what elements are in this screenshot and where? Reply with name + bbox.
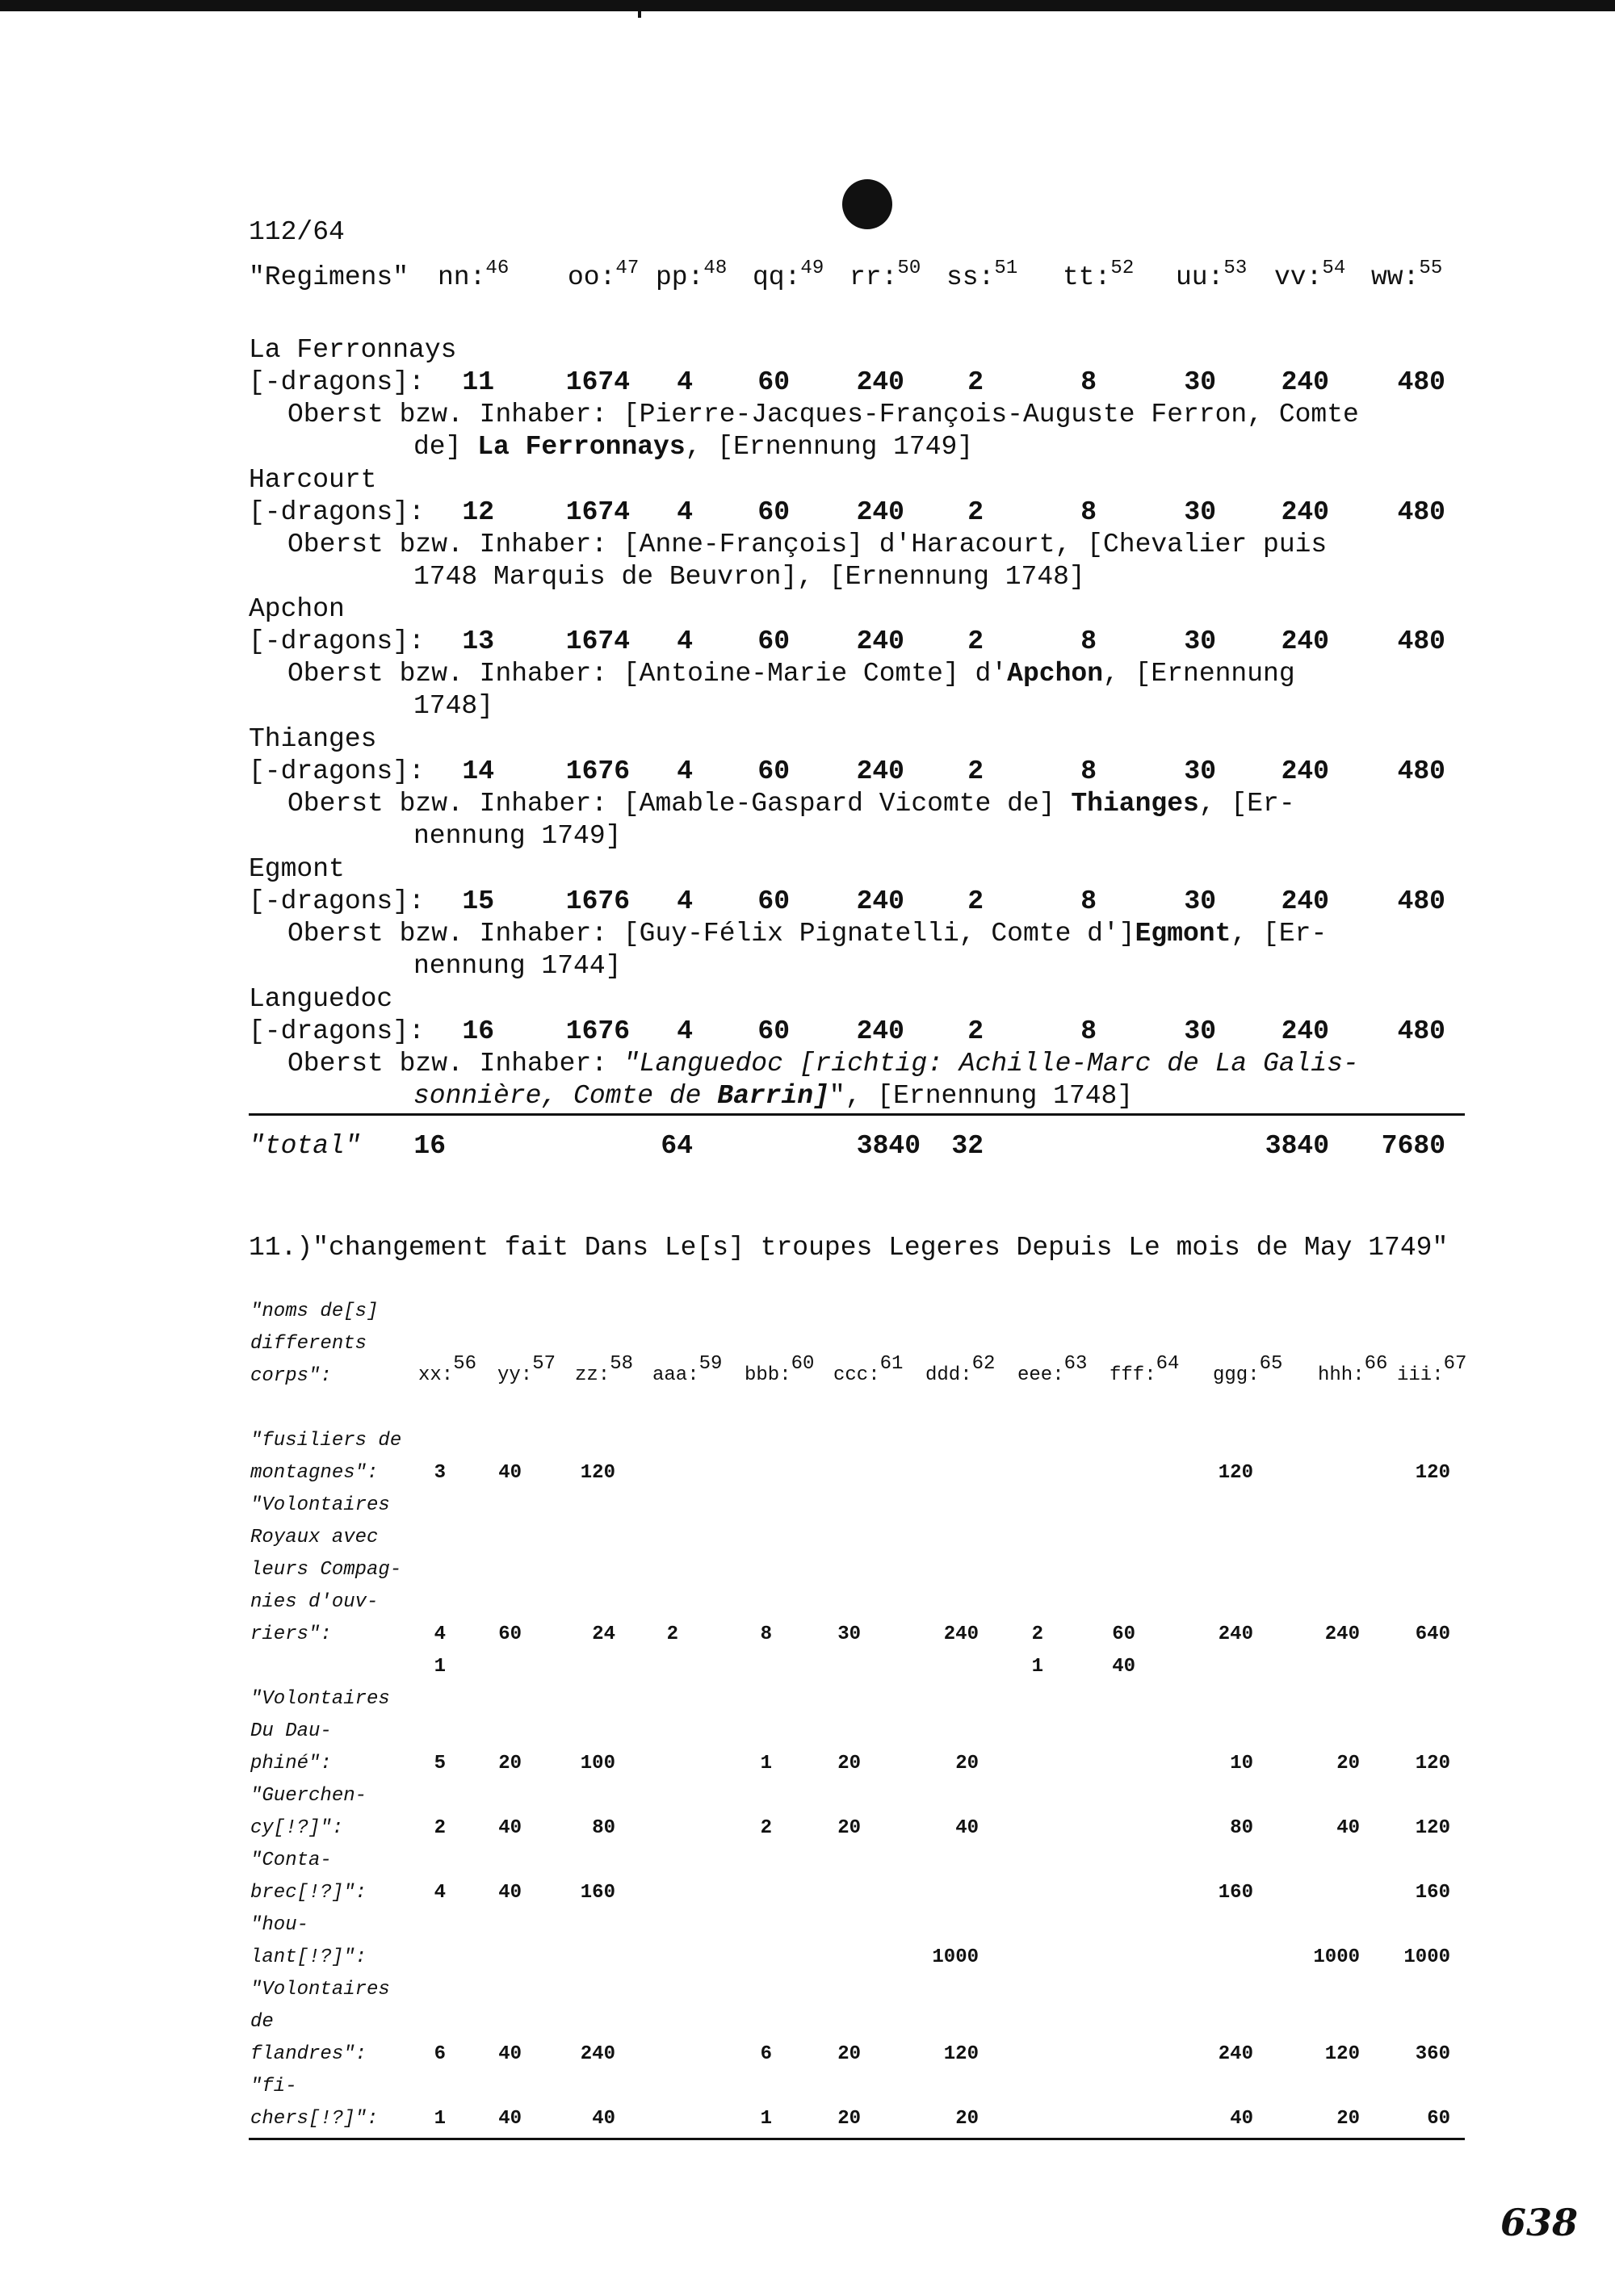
regiment-value: 60: [757, 626, 790, 656]
section2-value: 60: [1427, 2108, 1450, 2130]
section2-value: 360: [1415, 2043, 1450, 2065]
regiment-value: 15: [462, 886, 494, 916]
regiment-name: Thianges: [249, 724, 377, 754]
section2-value: 40: [498, 2043, 522, 2065]
section2-value: 40: [592, 2108, 615, 2130]
section2-value: 40: [498, 1462, 522, 1484]
section2-value: 100: [580, 1753, 615, 1774]
col-num: 64: [1156, 1353, 1180, 1375]
regiment-value: 60: [757, 497, 790, 527]
note-prefix: Oberst bzw. Inhaber:: [287, 919, 608, 949]
section2-value: 1: [1031, 1656, 1043, 1678]
section2-value: 1: [434, 2108, 446, 2130]
regiment-value: 240: [1281, 497, 1329, 527]
section2-row-label-line: leurs Compag-: [250, 1559, 402, 1581]
note-text: nennung 1749]: [413, 821, 622, 851]
header-col-vv: [1274, 258, 1346, 296]
header-col-key: vv:: [1274, 262, 1323, 292]
regiment-row-label: [-dragons]:: [249, 1016, 425, 1046]
regiment-name: Languedoc: [249, 984, 393, 1014]
regiment-value: 240: [856, 626, 904, 656]
note-text: nennung 1744]: [413, 951, 622, 981]
section2-value: 2: [434, 1817, 446, 1839]
section2-value: 3: [434, 1462, 446, 1484]
regiment-note-line2: [413, 820, 621, 853]
regiment-value: 240: [856, 1016, 904, 1046]
regiment-note-line1: [287, 1048, 1359, 1080]
section2-row-label-line: nies d'ouv-: [250, 1591, 379, 1613]
regiment-row-label: [-dragons]:: [249, 626, 425, 656]
regiment-value: 30: [1184, 1016, 1216, 1046]
regiment-note-line1: [287, 788, 1295, 820]
section2-col-ddd: [925, 1353, 996, 1392]
regiment-value: 16: [462, 1016, 494, 1046]
col-num: 59: [698, 1353, 723, 1375]
section2-value: 1: [760, 1753, 772, 1774]
header-col-num: 46: [485, 258, 510, 279]
section2-row-label-line: lant[!?]":: [250, 1946, 367, 1968]
col-key: ddd:: [925, 1364, 972, 1386]
scan-top-notch: [638, 0, 641, 18]
col-key: aaa:: [652, 1364, 699, 1386]
col-num: 56: [453, 1353, 477, 1375]
section2-col-aaa: [652, 1353, 723, 1392]
regiment-value: 30: [1184, 886, 1216, 916]
total-label: "total": [249, 1131, 361, 1161]
section2-row-label-line: "Volontaires: [250, 1979, 390, 2001]
section2-value: 6: [434, 2043, 446, 2065]
section2-row-label-line: "fusiliers de: [250, 1430, 402, 1452]
header-col-key: ss:: [946, 262, 995, 292]
header-col-uu: [1176, 258, 1248, 296]
col-key: ggg:: [1213, 1364, 1260, 1386]
note-text: , [Ernennung 1749]: [685, 432, 974, 462]
section2-value: 2: [666, 1624, 678, 1645]
regiment-row-label: [-dragons]:: [249, 886, 425, 916]
section2-value: 20: [1336, 1753, 1360, 1774]
section2-value: 30: [837, 1624, 861, 1645]
section2-row-label-line: "hou-: [250, 1914, 309, 1936]
regiment-value: 240: [1281, 367, 1329, 397]
section2-value: 120: [580, 1462, 615, 1484]
header-col-qq: [753, 258, 824, 296]
note-text: , [Er-: [1198, 789, 1295, 819]
regiment-note-line1: [287, 529, 1327, 561]
section2-value: 20: [837, 2108, 861, 2130]
regiment-value: 480: [1397, 497, 1445, 527]
header-col-num: 49: [800, 258, 824, 279]
section2-col-iii: [1397, 1353, 1467, 1392]
header-col-key: oo:: [568, 262, 616, 292]
section2-value: 1: [434, 1656, 446, 1678]
regiment-note-line2: [413, 1080, 1133, 1112]
section2-row-label-line: "fi-: [250, 2076, 297, 2097]
note-text: [Amable-Gaspard Vicomte de]: [607, 789, 1072, 819]
page-reference: 112/64: [249, 217, 345, 247]
regiment-value: 30: [1184, 367, 1216, 397]
section2-row-label-line: riers":: [250, 1624, 332, 1645]
section2-value: 2: [760, 1817, 772, 1839]
header-col-key: uu:: [1176, 262, 1224, 292]
header-col-nn: [438, 258, 510, 296]
section2-value: 20: [955, 1753, 979, 1774]
section2-value: 40: [498, 1817, 522, 1839]
section2-row-label-line: "Volontaires: [250, 1494, 390, 1516]
section2-value: 120: [943, 2043, 979, 2065]
regiment-note-line2: [413, 561, 1085, 593]
regiment-value: 30: [1184, 756, 1216, 786]
col-key: fff:: [1110, 1364, 1156, 1386]
section2-row-label-line: phiné":: [250, 1753, 332, 1774]
regiment-value: 60: [757, 756, 790, 786]
header-col-num: 52: [1110, 258, 1135, 279]
section2-value: 6: [760, 2043, 772, 2065]
total-value: 32: [951, 1131, 984, 1161]
section2-row-label-line: cy[!?]":: [250, 1817, 344, 1839]
section2-value: 8: [760, 1624, 772, 1645]
regiment-value: 60: [757, 367, 790, 397]
regiment-value: 14: [462, 756, 494, 786]
regiment-value: 30: [1184, 626, 1216, 656]
header-col-num: 51: [994, 258, 1018, 279]
regiment-value: 8: [1080, 886, 1097, 916]
header-col-num: 55: [1419, 258, 1443, 279]
section2-value: 80: [592, 1817, 615, 1839]
regiment-value: 12: [462, 497, 494, 527]
regiment-name: Harcourt: [249, 465, 377, 495]
section2-col-fff: [1110, 1353, 1180, 1392]
note-prefix: Oberst bzw. Inhaber:: [287, 789, 608, 819]
regiment-note-line1: [287, 918, 1327, 950]
col-num: 62: [971, 1353, 996, 1375]
note-name-bold: La Ferronnays: [477, 432, 686, 462]
section2-value: 24: [592, 1624, 615, 1645]
regiment-value: 4: [677, 497, 693, 527]
header-label: "Regimens": [249, 262, 409, 292]
section2-value: 1: [760, 2108, 772, 2130]
regiment-value: 2: [967, 1016, 984, 1046]
note-name-bold: Egmont: [1135, 919, 1231, 949]
note-text: [Guy-Félix Pignatelli, Comte d']: [607, 919, 1135, 949]
col-num: 66: [1364, 1353, 1388, 1375]
regiment-value: 2: [967, 626, 984, 656]
total-value: 3840: [1265, 1131, 1329, 1161]
regiment-value: 480: [1397, 886, 1445, 916]
section2-value: 60: [1112, 1624, 1135, 1645]
section2-row-label-line: chers[!?]":: [250, 2108, 379, 2130]
regiment-value: 480: [1397, 367, 1445, 397]
section2-value: 240: [943, 1624, 979, 1645]
regiment-value: 240: [856, 756, 904, 786]
col-key: bbb:: [745, 1364, 791, 1386]
total-value: 7680: [1381, 1131, 1445, 1161]
section2-col-zz: [575, 1353, 634, 1392]
regiment-value: 30: [1184, 497, 1216, 527]
section2-col-bbb: [745, 1353, 815, 1392]
regiment-value: 1674: [565, 497, 630, 527]
note-name-bold-italic: Barrin]: [717, 1081, 829, 1111]
punch-hole-dot: [842, 179, 892, 229]
section2-value: 240: [1218, 2043, 1253, 2065]
regiment-value: 240: [856, 367, 904, 397]
section2-value: 20: [498, 1753, 522, 1774]
regiment-value: 240: [1281, 886, 1329, 916]
regiment-name: Egmont: [249, 854, 345, 884]
section2-value: 4: [434, 1624, 446, 1645]
header-col-num: 47: [615, 258, 640, 279]
regiment-note-line2: [413, 690, 493, 723]
section2-value: 120: [1218, 1462, 1253, 1484]
section2-value: 160: [1415, 1882, 1450, 1904]
note-prefix: Oberst bzw. Inhaber:: [287, 530, 608, 559]
regiment-name: Apchon: [249, 594, 345, 624]
regiment-value: 2: [967, 886, 984, 916]
regiment-value: 240: [1281, 1016, 1329, 1046]
regiment-note-line1: [287, 399, 1359, 431]
regiment-row-label: [-dragons]:: [249, 367, 425, 397]
section2-col-yy: [497, 1353, 556, 1392]
note-text: [Pierre-Jacques-François-Auguste Ferron, Comte: [607, 400, 1359, 429]
regiment-value: 1676: [565, 886, 630, 916]
col-key: ccc:: [833, 1364, 880, 1386]
regiment-value: 8: [1080, 367, 1097, 397]
col-num: 67: [1443, 1353, 1467, 1375]
note-text: , [Er-: [1231, 919, 1328, 949]
total-rule: [249, 1113, 1465, 1116]
section2-col-hhh: [1318, 1353, 1388, 1392]
regiment-value: 480: [1397, 1016, 1445, 1046]
section2-value: 160: [1218, 1882, 1253, 1904]
note-prefix: Oberst bzw. Inhaber:: [287, 659, 608, 689]
section2-value: 40: [498, 1882, 522, 1904]
col-num: 63: [1063, 1353, 1088, 1375]
section2-bottom-rule: [249, 2138, 1465, 2140]
section2-value: 40: [498, 2108, 522, 2130]
regiment-value: 4: [677, 886, 693, 916]
section2-row-label-line: Royaux avec: [250, 1527, 379, 1548]
header-col-key: rr:: [849, 262, 898, 292]
regiment-value: 2: [967, 756, 984, 786]
section2-col-eee: [1017, 1353, 1088, 1392]
section2-value: 1000: [932, 1946, 979, 1968]
section2-value: 20: [837, 2043, 861, 2065]
header-col-key: pp:: [656, 262, 704, 292]
regiment-value: 8: [1080, 1016, 1097, 1046]
section2-row-label-line: brec[!?]":: [250, 1882, 367, 1904]
section2-value: 2: [1031, 1624, 1043, 1645]
regiment-value: 2: [967, 367, 984, 397]
note-text: de]: [413, 432, 478, 462]
section2-row-label-line: flandres":: [250, 2043, 367, 2065]
scan-top-border: [0, 0, 1615, 11]
header-col-key: tt:: [1063, 262, 1111, 292]
section2-header-label-line: "noms de[s]: [250, 1301, 379, 1322]
header-col-ss: [946, 258, 1018, 296]
regiment-value: 8: [1080, 756, 1097, 786]
section2-value: 40: [1112, 1656, 1135, 1678]
col-key: xx:: [418, 1364, 454, 1386]
regiment-value: 480: [1397, 626, 1445, 656]
header-col-num: 50: [897, 258, 921, 279]
total-value: 64: [661, 1131, 693, 1161]
section2-value: 10: [1230, 1753, 1253, 1774]
regiment-value: 60: [757, 1016, 790, 1046]
section2-value: 120: [1415, 1817, 1450, 1839]
section2-row-label-line: de: [250, 2011, 274, 2033]
note-prefix: Oberst bzw. Inhaber:: [287, 400, 608, 429]
regiment-value: 4: [677, 626, 693, 656]
section2-value: 120: [1415, 1753, 1450, 1774]
section2-value: 40: [955, 1817, 979, 1839]
col-num: 57: [532, 1353, 556, 1375]
section2-row-label-line: "Conta-: [250, 1850, 332, 1871]
section2-value: 80: [1230, 1817, 1253, 1839]
section2-value: 1000: [1313, 1946, 1360, 1968]
regiment-note-line2: [413, 431, 973, 463]
regiment-note-line1: [287, 658, 1295, 690]
header-col-pp: [656, 258, 728, 296]
regiment-value: 1674: [565, 626, 630, 656]
regiment-value: 4: [677, 367, 693, 397]
header-col-rr: [849, 258, 921, 296]
section2-header-label-line: differents: [250, 1333, 367, 1355]
col-key: yy:: [497, 1364, 533, 1386]
section2-value: 120: [1324, 2043, 1360, 2065]
regiment-value: 4: [677, 756, 693, 786]
note-text: 1748 Marquis de Beuvron], [Ernennung 1748]: [413, 562, 1085, 592]
section2-value: 120: [1415, 1462, 1450, 1484]
section2-heading: 11.)"changement fait Dans Le[s] troupes Legeres Depuis Le mois de May 1749": [249, 1233, 1449, 1263]
note-name-bold: Thianges: [1071, 789, 1199, 819]
note-name-bold: Apchon: [1007, 659, 1103, 689]
header-col-num: 48: [703, 258, 728, 279]
header-col-ww: [1371, 258, 1443, 296]
header-col-num: 53: [1223, 258, 1248, 279]
total-value: 16: [413, 1131, 446, 1161]
col-num: 65: [1259, 1353, 1283, 1375]
section2-value: 20: [837, 1753, 861, 1774]
section2-value: 20: [1336, 2108, 1360, 2130]
regiment-value: 240: [856, 886, 904, 916]
col-key: eee:: [1017, 1364, 1064, 1386]
section2-row-label-line: montagnes":: [250, 1462, 379, 1484]
regiment-value: 8: [1080, 497, 1097, 527]
regiment-value: 11: [462, 367, 494, 397]
handwritten-page-number: 638: [1500, 2201, 1579, 2244]
regiment-value: 240: [1281, 626, 1329, 656]
regiment-value: 1674: [565, 367, 630, 397]
section2-value: 40: [1336, 1817, 1360, 1839]
col-key: iii:: [1397, 1364, 1444, 1386]
header-col-key: nn:: [438, 262, 486, 292]
section2-header-label-line: corps":: [250, 1365, 332, 1387]
col-key: zz:: [575, 1364, 610, 1386]
section2-row-label-line: Du Dau-: [250, 1720, 332, 1742]
section2-row-label-line: "Volontaires: [250, 1688, 390, 1710]
section2-value: 5: [434, 1753, 446, 1774]
regiment-value: 13: [462, 626, 494, 656]
section2-value: 640: [1415, 1624, 1450, 1645]
col-key: hhh:: [1318, 1364, 1365, 1386]
section2-value: 40: [1230, 2108, 1253, 2130]
note-text: , [Ernennung: [1103, 659, 1295, 689]
note-text-italic: sonnière, Comte de: [413, 1081, 718, 1111]
section2-value: 160: [580, 1882, 615, 1904]
note-text: ", [Ernennung 1748]: [828, 1081, 1134, 1111]
regiment-value: 1676: [565, 1016, 630, 1046]
regiment-value: 1676: [565, 756, 630, 786]
section2-value: 4: [434, 1882, 446, 1904]
total-value: 3840: [856, 1131, 921, 1161]
col-num: 58: [610, 1353, 634, 1375]
section2-col-ggg: [1213, 1353, 1283, 1392]
regiment-value: 240: [1281, 756, 1329, 786]
note-text: [Antoine-Marie Comte] d': [607, 659, 1008, 689]
section2-value: 60: [498, 1624, 522, 1645]
col-num: 60: [791, 1353, 815, 1375]
header-col-oo: [568, 258, 640, 296]
section2-value: 240: [1218, 1624, 1253, 1645]
col-num: 61: [879, 1353, 904, 1375]
regiment-name: La Ferronnays: [249, 335, 457, 365]
header-col-key: ww:: [1371, 262, 1420, 292]
header-col-key: qq:: [753, 262, 801, 292]
regiment-value: 8: [1080, 626, 1097, 656]
section2-value: 20: [837, 1817, 861, 1839]
regiment-value: 4: [677, 1016, 693, 1046]
section2-col-xx: [418, 1353, 477, 1392]
note-text: 1748]: [413, 691, 494, 721]
section2-row-label-line: "Guerchen-: [250, 1785, 367, 1807]
section2-value: 20: [955, 2108, 979, 2130]
regiment-row-label: [-dragons]:: [249, 756, 425, 786]
regiment-value: 2: [967, 497, 984, 527]
regiment-value: 240: [856, 497, 904, 527]
note-text: [Anne-François] d'Haracourt, [Chevalier puis: [607, 530, 1328, 559]
section2-value: 1000: [1403, 1946, 1450, 1968]
regiment-row-label: [-dragons]:: [249, 497, 425, 527]
note-prefix: Oberst bzw. Inhaber:: [287, 1049, 608, 1079]
section2-value: 240: [1324, 1624, 1360, 1645]
section2-value: 240: [580, 2043, 615, 2065]
header-col-num: 54: [1322, 258, 1346, 279]
note-text-italic: "Languedoc [richtig: Achille-Marc de La Galis-: [607, 1049, 1359, 1079]
regiment-value: 480: [1397, 756, 1445, 786]
header-col-tt: [1063, 258, 1135, 296]
regiment-note-line2: [413, 950, 621, 983]
regiment-value: 60: [757, 886, 790, 916]
section2-col-ccc: [833, 1353, 904, 1392]
